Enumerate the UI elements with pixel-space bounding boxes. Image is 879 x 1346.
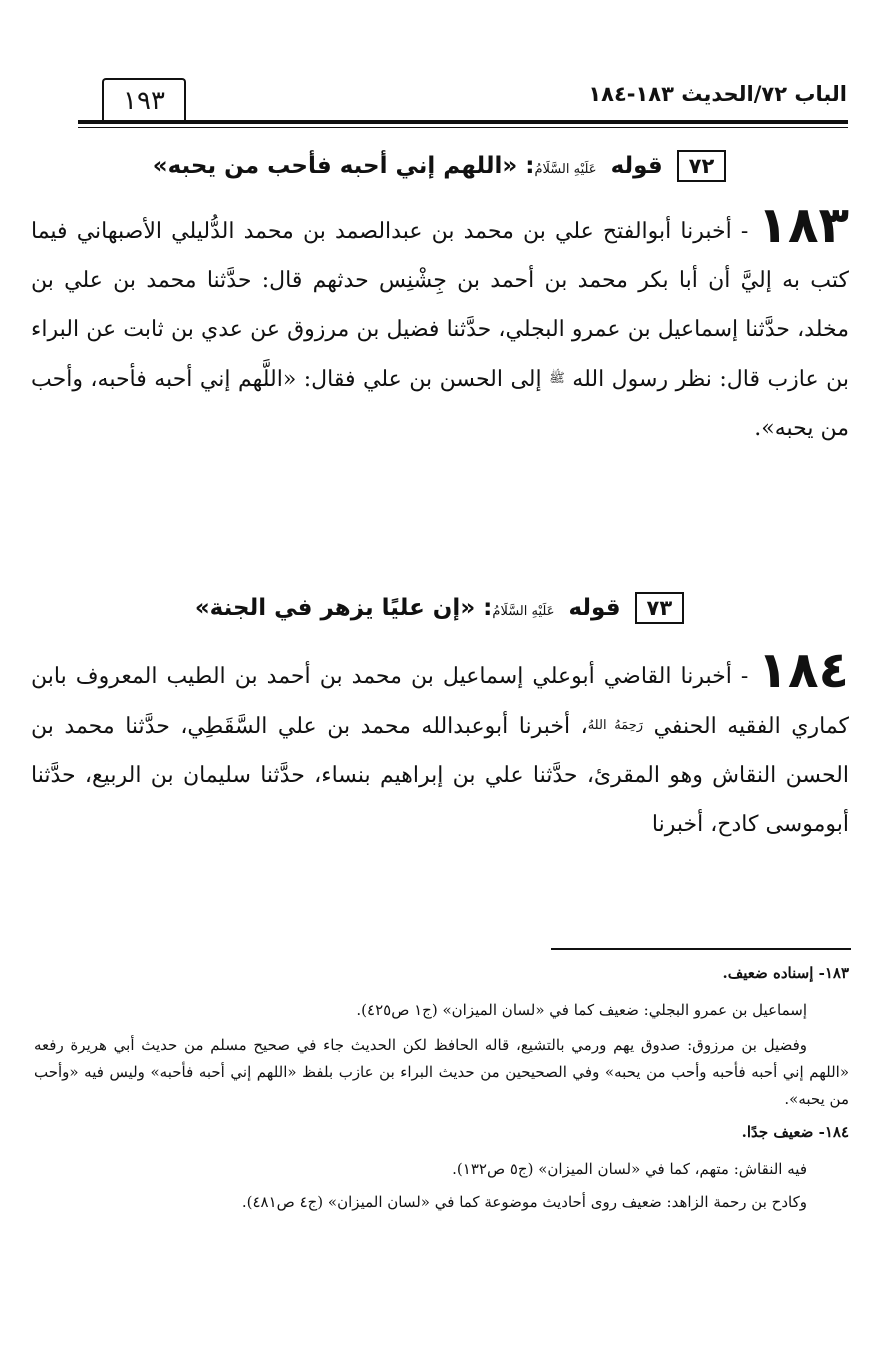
hadith-text-continued: ، أخبرنا أبوعبدالله محمد بن علي السَّقَطِي، حدَّثنا محمد بن الحسن النقاش وهو المقرئ، حدَّثنا علي بن إبراهيم بنساء، حدَّثنا سليمان بن الربيع، حدَّثنا أبوموسى كادح، أخبرنا [31, 714, 849, 837]
section-number: ٧٢ [677, 150, 727, 182]
hadith-number: ١٨٣ [757, 196, 849, 254]
footnote-184-line-2: وكادح بن رحمة الزاهد: ضعيف روى أحاديث موضوعة كما في «لسان الميزان» (ج٤ ص٤٨١). [241, 1193, 807, 1211]
rahimahullah-glyph: رَحِمَهُ اللهُ [587, 718, 644, 733]
footnote-183-line-1: إسماعيل بن عمرو البجلي: ضعيف كما في «لسان الميزان» (ج١ ص٤٢٥). [356, 1001, 807, 1019]
hadith-number: ١٨٤ [757, 641, 849, 699]
salawat-glyph: ﷺ [549, 371, 565, 386]
footnotes [34, 960, 849, 1216]
hadith-183-paragraph [31, 196, 849, 453]
footnote-183-heading: ١٨٣- إسناده ضعيف. [722, 964, 849, 982]
heading-lead: قوله [568, 595, 621, 621]
hadith-184-paragraph [31, 641, 850, 849]
heading-quote: : «اللهم إني أحبه فأحب من يحبه» [152, 153, 535, 179]
section-number: ٧٣ [635, 592, 685, 624]
honorific-glyph: عَلَيْهِ السَّلَامُ [492, 604, 555, 619]
section-heading-72 [0, 150, 879, 182]
heading-quote: : «إن عليًا يزهر في الجنة» [194, 595, 493, 621]
hadith-text: - أخبرنا أبوالفتح علي بن محمد بن عبدالصمد بن محمد الدُّليلي الأصبهاني فيما كتب به إليَّ أن أبا بكر محمد بن أحمد بن جِشْنِس حدثهم قال: حدَّثنا محمد بن علي بن مخلد، حدَّثنا إسماعيل بن عمرو البجلي، حدَّثنا فضيل بن مرزوق عن عدي بن ثابت عن البراء بن عازب قال: نظر رسول الله [31, 219, 849, 392]
hadith-text: - أخبرنا القاضي أبوعلي إسماعيل بن محمد بن أحمد بن الطيب المعروف بابن كماري الفقيه الحنفي [31, 664, 850, 739]
header-rule [78, 120, 848, 124]
footnote-separator [551, 948, 851, 950]
running-title: الباب ٧٢/الحديث ١٨٣-١٨٤ [588, 82, 847, 106]
honorific-glyph: عَلَيْهِ السَّلَامُ [534, 162, 597, 177]
hadith-text-continued: إلى الحسن بن علي فقال: «اللَّهم إني أحبه فأحبه، وأحب من يحبه». [31, 367, 849, 441]
heading-lead: قوله [610, 153, 663, 179]
footnote-184-line-1: فيه النقاش: متهم، كما في «لسان الميزان» (ج٥ ص١٣٢). [452, 1160, 807, 1178]
section-heading-73 [0, 592, 879, 624]
footnote-184-heading: ١٨٤- ضعيف جدًا. [741, 1123, 849, 1141]
header-rule-thin [78, 127, 848, 128]
page-number: ١٩٣ [102, 78, 186, 122]
footnote-183-line-2: وفضيل بن مرزوق: صدوق يهم ورمي بالتشيع، قاله الحافظ لكن الحديث جاء في صحيح مسلم من حديث أبي هريرة رفعه «اللهم إني أحبه فأحبه وأحب من يحبه» وفي الصحيحين من حديث البراء بن عازب بلفظ «اللهم إني أحبه فأحبه» وليس فيه «وأحب من يحبه». [34, 1036, 849, 1108]
